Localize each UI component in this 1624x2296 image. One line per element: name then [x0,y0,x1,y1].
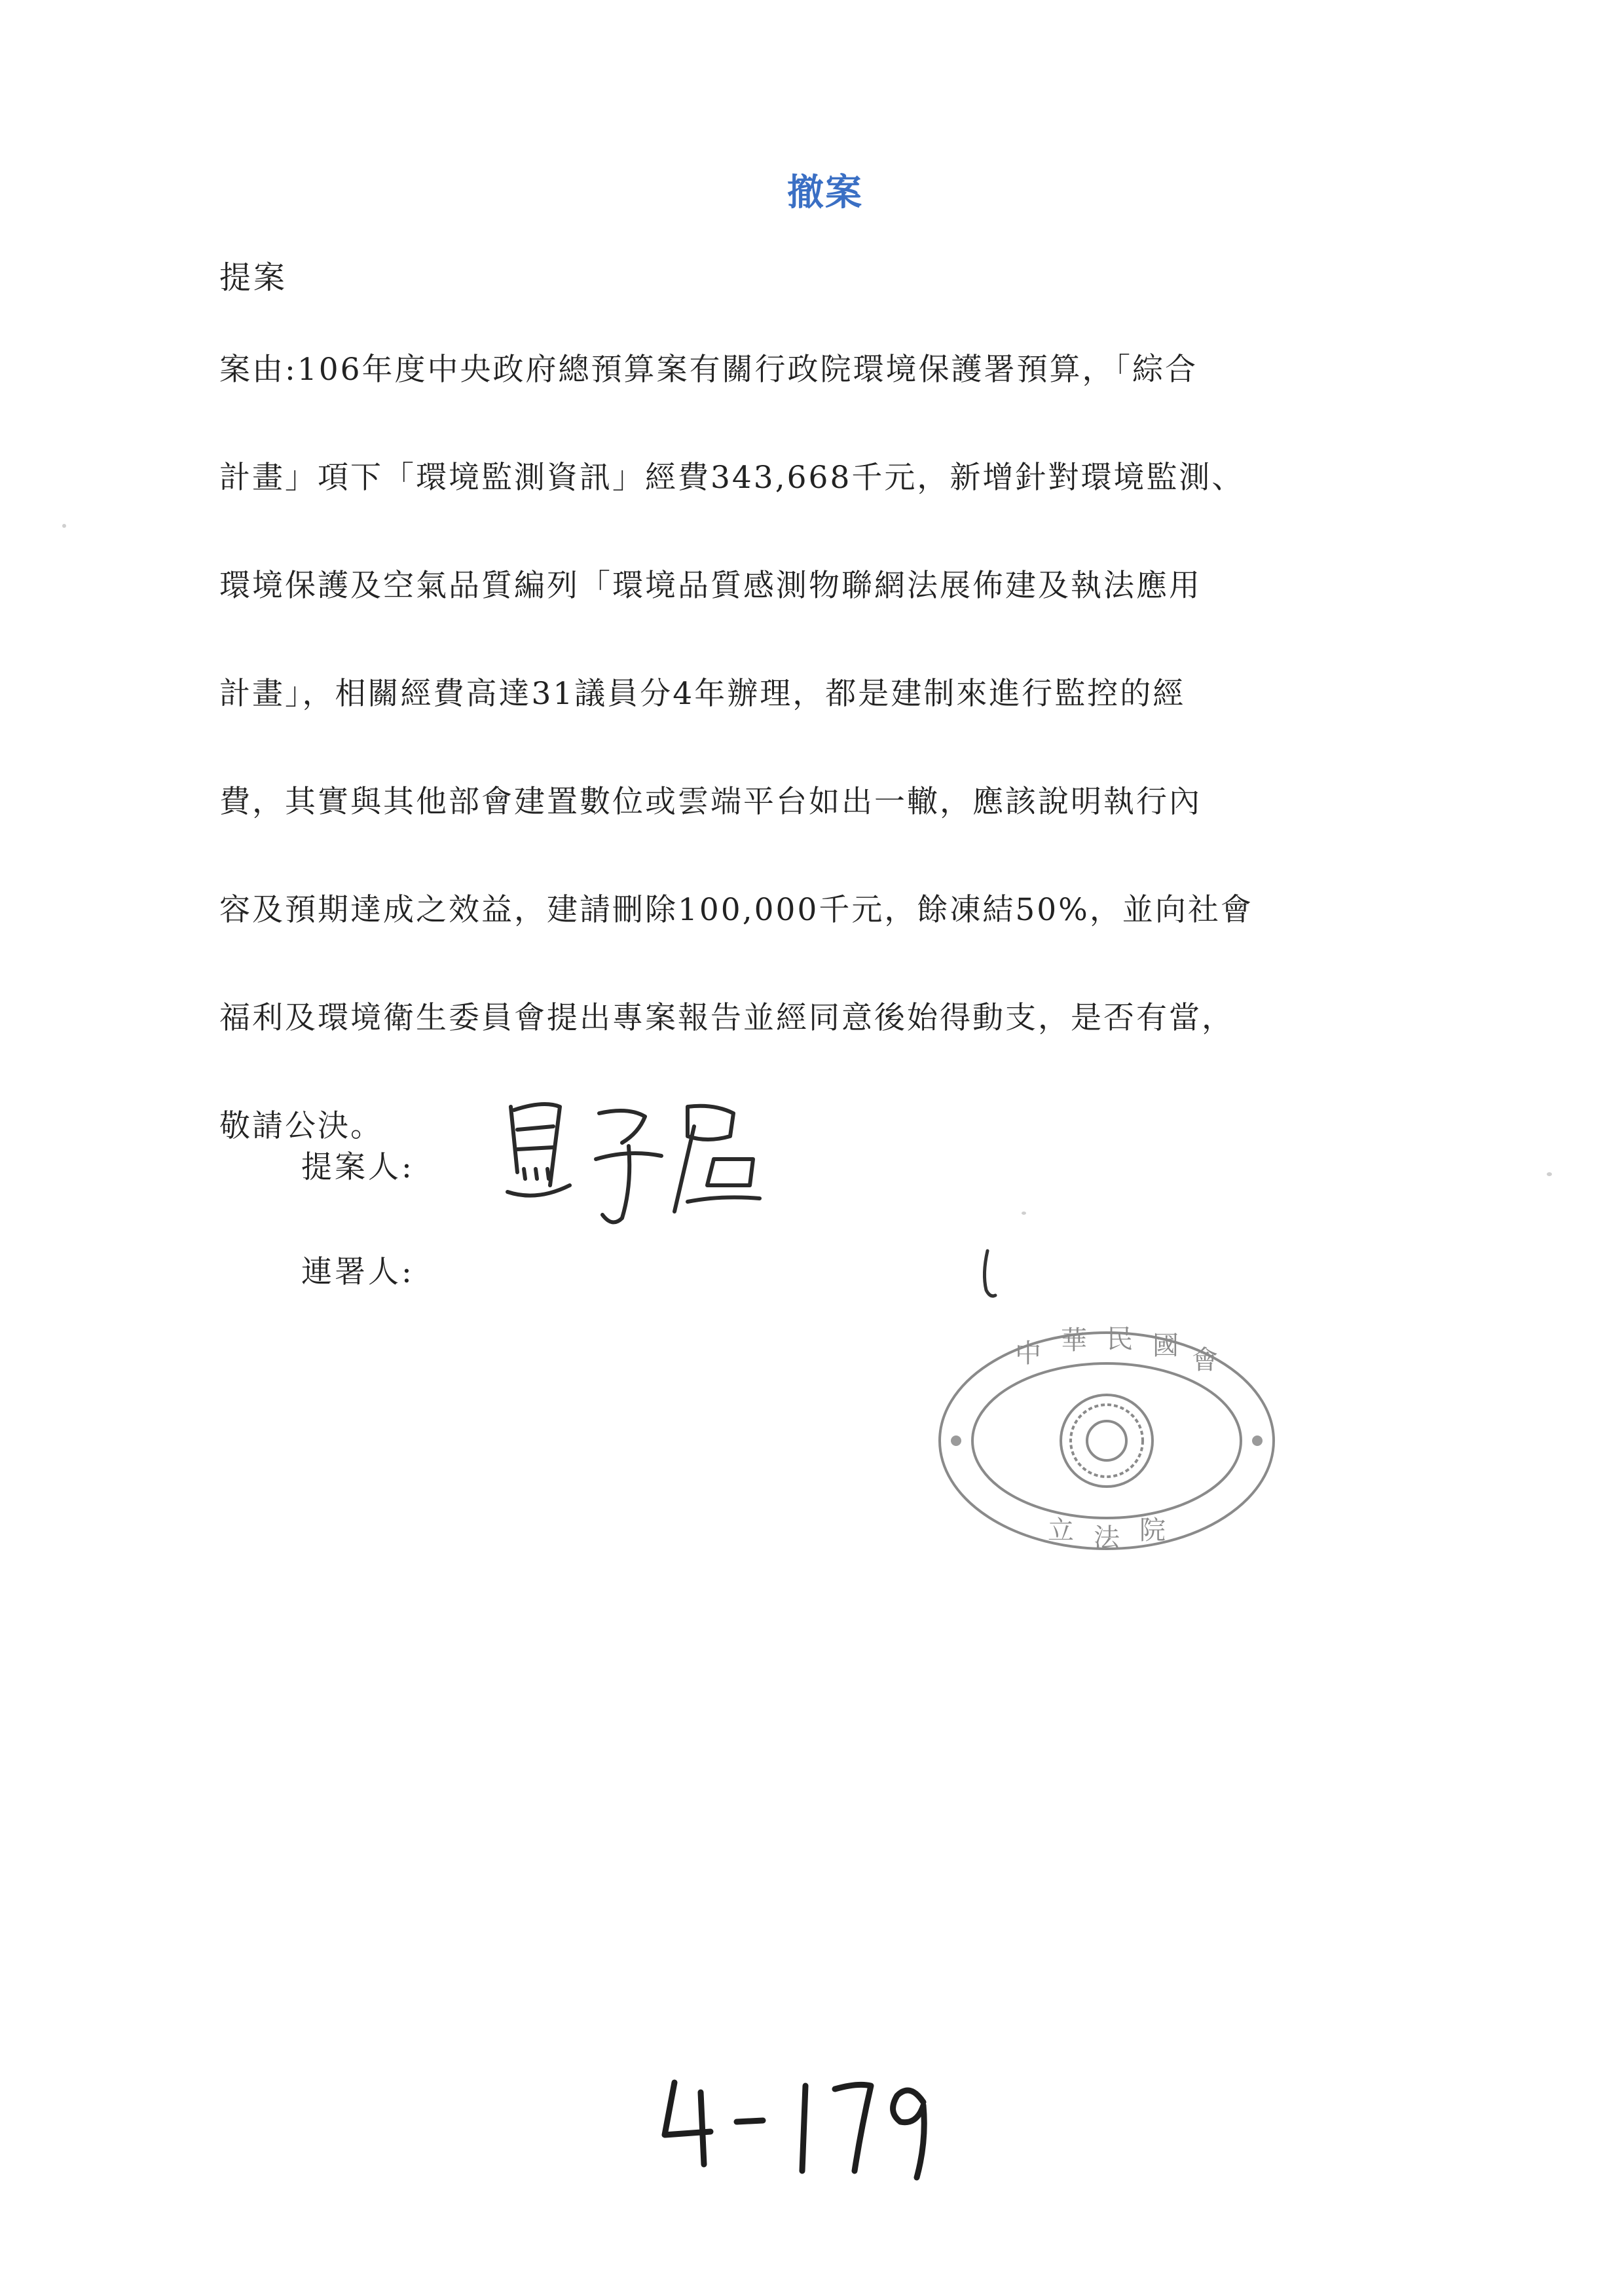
svg-text:國: 國 [1153,1331,1179,1361]
scan-speck [1547,1172,1552,1176]
proposal-body [219,334,1385,1198]
body-line: 敬請公決。 [219,1108,383,1144]
body-line: 計畫」，相關經費高達31議員分4年辦理，都是建制來進行監控的經 [219,676,1186,712]
body-line: 案由:106年度中央政府總預算案有關行政院環境保護署預算，「綜合 [219,352,1198,388]
svg-text:會: 會 [1192,1345,1218,1375]
body-line: 容及預期達成之效益，建請刪除100,000千元，餘凍結50%，並向社會 [219,892,1253,928]
scan-speck [1022,1212,1026,1215]
official-seal [930,1323,1283,1559]
proposer-signature [498,1087,773,1244]
svg-text:院: 院 [1139,1515,1166,1546]
svg-text:華: 華 [1061,1325,1087,1356]
svg-text:中: 中 [1015,1339,1041,1369]
svg-text:法: 法 [1094,1523,1120,1553]
svg-text:民: 民 [1107,1324,1133,1354]
body-line: 環境保護及空氣品質編列「環境品質感測物聯網法展佈建及執法應用 [219,568,1202,604]
page-number [648,2056,950,2187]
proposer-label: 提案人: [301,1149,415,1185]
body-line: 計畫」項下「環境監測資訊」經費343,668千元，新增針對環境監測、 [219,460,1245,496]
body-line: 費，其實與其他部會建置數位或雲端平台如出一轍，應該說明執行內 [219,784,1202,820]
proposal-heading: 提案 [219,259,288,296]
cosigner-mark [976,1244,1002,1303]
cosigner-label: 連署人: [301,1254,415,1290]
withdrawn-label: 撤案 [787,171,863,214]
scan-speck [62,524,66,528]
svg-text:立: 立 [1048,1515,1074,1546]
body-line: 福利及環境衛生委員會提出專案報告並經同意後始得動支，是否有當， [219,1000,1234,1036]
